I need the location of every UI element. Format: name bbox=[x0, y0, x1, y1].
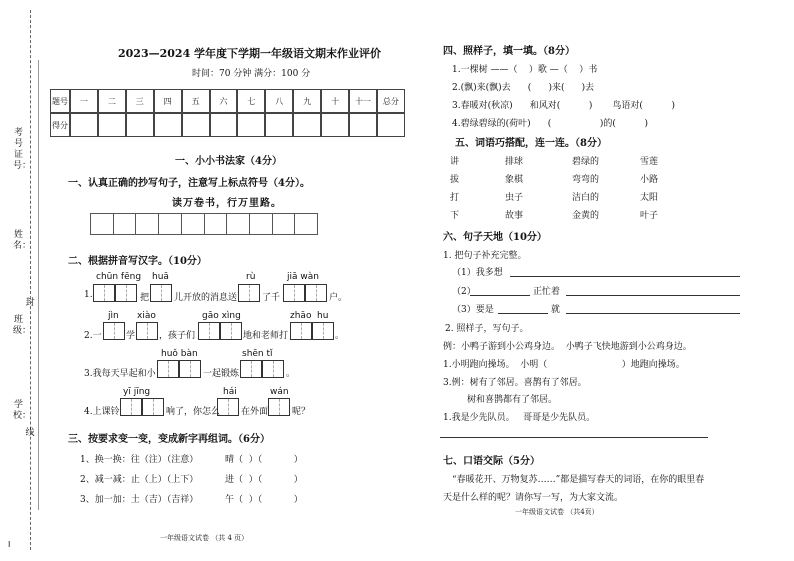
match-word[interactable]: 排球 bbox=[505, 157, 524, 167]
pinyin-jiawan: jiā wàn bbox=[287, 272, 319, 282]
section5-heading: 五、词语巧搭配，连一连。（8分） bbox=[455, 138, 607, 149]
pinyin-ru: rù bbox=[246, 272, 256, 282]
section6-q3: 3.例：树有了邻居。喜鹊有了邻居。 bbox=[443, 378, 587, 388]
fill-3-label: （3）要是 bbox=[452, 305, 494, 315]
section1-heading: 一、小小书法家（4分） bbox=[175, 156, 282, 167]
copy-grid[interactable] bbox=[90, 213, 318, 235]
answer-box[interactable] bbox=[120, 398, 142, 416]
score-table-header-cell: 七 bbox=[237, 89, 265, 113]
line2-text-3: 地和老师打 bbox=[243, 331, 289, 341]
line4-text-2: 在外面 bbox=[241, 407, 269, 417]
score-table-header-row bbox=[50, 89, 405, 113]
fill-3-line-a[interactable] bbox=[498, 313, 548, 314]
section6-example: 例：小鸭子游到小公鸡身边。 小鸭子飞快地游到小公鸡身边。 bbox=[443, 342, 692, 352]
answer-box[interactable] bbox=[103, 322, 125, 340]
score-cell[interactable] bbox=[293, 113, 321, 137]
pinyin-chunfeng: chūn fēng bbox=[96, 272, 142, 282]
copy-grid-cell[interactable] bbox=[227, 214, 250, 234]
line1-text-3: 了千 bbox=[262, 293, 281, 303]
score-cell[interactable] bbox=[321, 113, 349, 137]
line2-text-0: 2.一 bbox=[84, 331, 102, 341]
score-cell[interactable] bbox=[182, 113, 210, 137]
score-cell[interactable] bbox=[98, 113, 126, 137]
name-label: 姓名： bbox=[13, 230, 32, 251]
line3-text-2: 。 bbox=[286, 369, 296, 379]
fill-3-line-b[interactable] bbox=[566, 313, 740, 314]
answer-box[interactable] bbox=[240, 360, 262, 378]
pinyin-hua: huā bbox=[152, 272, 169, 282]
match-word[interactable]: 弯弯的 bbox=[572, 175, 600, 185]
copy-grid-cell[interactable] bbox=[136, 214, 159, 234]
line1-text-4: 户。 bbox=[329, 293, 348, 303]
fill-1-line[interactable] bbox=[510, 276, 740, 277]
match-word[interactable]: 洁白的 bbox=[572, 193, 600, 203]
answer-box[interactable] bbox=[238, 284, 260, 302]
pinyin-shenti: shēn tǐ bbox=[242, 349, 273, 359]
score-cell[interactable] bbox=[126, 113, 154, 137]
section7-heading: 七、口语交际（5分） bbox=[443, 456, 540, 467]
score-cell[interactable] bbox=[377, 113, 405, 137]
score-table-header-cell: 五 bbox=[182, 89, 210, 113]
copy-sentence: 读万卷书，行万里路。 bbox=[172, 198, 282, 209]
section4-line4: 4.碧绿碧绿的(荷叶) ( )的( ) bbox=[452, 119, 649, 129]
copy-grid-cell[interactable] bbox=[295, 214, 317, 234]
section2-heading: 二、根据拼音写汉字。（10分） bbox=[68, 256, 207, 267]
section4-line2: 2.(飘)来(飘)去 ( )来( )去 bbox=[452, 83, 595, 93]
binding-border-left bbox=[38, 60, 39, 510]
line2-text-1: 学 bbox=[126, 331, 136, 341]
section6-q3-example: 树和喜鹊都有了邻居。 bbox=[467, 395, 558, 405]
line4-text-3: 呢？ bbox=[292, 407, 311, 417]
pinyin-jin: jìn bbox=[108, 311, 119, 321]
section6-heading: 六、句子天地（10分） bbox=[443, 232, 547, 243]
class-label: 班级： bbox=[13, 315, 32, 336]
score-cell[interactable] bbox=[237, 113, 265, 137]
line3-text-0: 3.我每天早起和小 bbox=[84, 369, 156, 379]
match-word[interactable]: 打 bbox=[450, 193, 460, 203]
answer-box[interactable] bbox=[262, 360, 284, 378]
line4-text-0: 4.上课铃 bbox=[84, 407, 120, 417]
section3-heading: 三、按要求变一变，变成新字再组词。（6分） bbox=[68, 434, 270, 445]
answer-box[interactable] bbox=[217, 398, 239, 416]
score-table-header-cell: 六 bbox=[210, 89, 238, 113]
score-cell[interactable] bbox=[265, 113, 293, 137]
pinyin-xiao: xiào bbox=[137, 311, 156, 321]
exam-title: 2023—2024 学年度下学期一年级语文期末作业评价 bbox=[118, 47, 382, 60]
answer-box[interactable] bbox=[312, 322, 334, 340]
answer-box[interactable] bbox=[198, 322, 220, 340]
score-cell[interactable] bbox=[154, 113, 182, 137]
seal-char-feng: 封 bbox=[25, 298, 35, 308]
copy-grid-cell[interactable] bbox=[205, 214, 228, 234]
match-word[interactable]: 象棋 bbox=[505, 175, 524, 185]
answer-box[interactable] bbox=[157, 360, 179, 378]
match-word[interactable]: 雪莲 bbox=[640, 157, 659, 167]
copy-grid-cell[interactable] bbox=[159, 214, 182, 234]
answer-box[interactable] bbox=[150, 284, 172, 302]
pinyin-huoban: huǒ bàn bbox=[161, 349, 198, 359]
fill-2-mid: 正忙着 bbox=[533, 287, 561, 297]
copy-grid-cell[interactable] bbox=[250, 214, 273, 234]
score-cell[interactable] bbox=[70, 113, 98, 137]
answer-box[interactable] bbox=[179, 360, 201, 378]
answer-box[interactable] bbox=[283, 284, 305, 302]
match-word[interactable]: 叶子 bbox=[640, 211, 659, 221]
line2-text-4: 。 bbox=[335, 331, 345, 341]
section3-row1-question: 晴（ ）（ ） bbox=[225, 455, 303, 465]
answer-box[interactable] bbox=[93, 284, 115, 302]
binding-line bbox=[30, 10, 31, 550]
pinyin-zhao: zhāo bbox=[290, 311, 312, 321]
match-word[interactable]: 下 bbox=[450, 211, 460, 221]
section3-row1-label: 1、换一换：往（注）（注意） bbox=[80, 455, 199, 465]
score-cell[interactable] bbox=[210, 113, 238, 137]
match-word[interactable]: 拔 bbox=[450, 175, 460, 185]
seal-char-xian: 线 bbox=[25, 428, 35, 438]
line4-text-1: 响了，你怎么 bbox=[166, 407, 221, 417]
copy-grid-cell[interactable] bbox=[114, 214, 137, 234]
line3-text-1: 一起锻炼 bbox=[203, 369, 240, 379]
answer-box[interactable] bbox=[142, 398, 164, 416]
section4-heading: 四、照样子，填一填。（8分） bbox=[443, 46, 575, 57]
section6-example-question: 1.小明跑向操场。 小明（ ）地跑向操场。 bbox=[443, 360, 685, 370]
section4-line1: 1.一棵树 ——（ ）歌 —（ ）书 bbox=[452, 65, 598, 75]
match-word[interactable]: 讲 bbox=[450, 157, 460, 167]
section6-q2: 2. 照样子，写句子。 bbox=[445, 324, 529, 334]
pinyin-hai: hái bbox=[223, 387, 237, 397]
score-table-header-cell: 十 bbox=[321, 89, 349, 113]
score-table bbox=[50, 89, 405, 137]
exam-number-label: 考号证号： bbox=[13, 128, 32, 171]
match-word[interactable]: 金黄的 bbox=[572, 211, 600, 221]
score-table-header-cell: 总分 bbox=[377, 89, 405, 113]
answer-box[interactable] bbox=[136, 322, 158, 340]
line1-text-1: 把 bbox=[140, 293, 150, 303]
section7-text1: “春暖花开、万物复苏……”都是描写春天的词语，在你的眼里春 bbox=[452, 475, 705, 485]
left-footer: 一年级语文试卷 （共 4 页） bbox=[160, 534, 249, 542]
section3-row3-question: 午（ ）（ ） bbox=[225, 495, 303, 505]
pinyin-wan: wán bbox=[270, 387, 289, 397]
score-table-header-cell: 二 bbox=[98, 89, 126, 113]
section7-text2: 天是什么样的呢？请你写一写，为大家文流。 bbox=[443, 493, 624, 503]
score-table-header-cell: 八 bbox=[265, 89, 293, 113]
score-table-header-cell: 三 bbox=[126, 89, 154, 113]
section6-q1: 1. 把句子补充完整。 bbox=[443, 251, 527, 261]
score-table-header-cell: 一 bbox=[70, 89, 98, 113]
answer-box[interactable] bbox=[305, 284, 327, 302]
score-table-score-label: 得分 bbox=[50, 113, 70, 137]
fill-2-line-a[interactable] bbox=[470, 295, 530, 296]
score-table-header-cell: 四 bbox=[154, 89, 182, 113]
line1-text-2: 儿开放的消息送 bbox=[174, 293, 238, 303]
section1-question: 一、认真正确的抄写句子，注意写上标点符号（4分）。 bbox=[68, 178, 310, 189]
match-word[interactable]: 碧绿的 bbox=[572, 157, 600, 167]
copy-grid-cell[interactable] bbox=[91, 214, 114, 234]
match-word[interactable]: 小路 bbox=[640, 175, 659, 185]
match-word[interactable]: 故事 bbox=[505, 211, 524, 221]
copy-grid-cell[interactable] bbox=[182, 214, 205, 234]
fill-3-mid: 就 bbox=[551, 305, 561, 315]
line2-text-2: ，孩子们 bbox=[159, 331, 196, 341]
match-word[interactable]: 太阳 bbox=[640, 193, 659, 203]
section3-row2-label: 2、减一减：止（上）（上下） bbox=[80, 475, 199, 485]
match-word[interactable]: 虫子 bbox=[505, 193, 524, 203]
pinyin-hu: hu bbox=[317, 311, 329, 321]
answer-box[interactable] bbox=[290, 322, 312, 340]
line1-text-0: 1. bbox=[84, 290, 93, 300]
pinyin-yijing: yī jīng bbox=[123, 387, 151, 397]
school-label: 学校： bbox=[13, 400, 32, 421]
answer-box[interactable] bbox=[268, 398, 290, 416]
right-footer: 一年级语文试卷 （共4页） bbox=[515, 508, 599, 516]
section3-row2-question: 进（ ）（ ） bbox=[225, 475, 303, 485]
fill-1-label: （1）我多想 bbox=[452, 268, 503, 278]
answer-box[interactable] bbox=[220, 322, 242, 340]
fill-2-label: （2） bbox=[452, 287, 476, 297]
section4-line3: 3.春暖对(秋凉) 和风对( ) 鸟语对( ) bbox=[452, 101, 676, 111]
pinyin-gaoxing: gāo xìng bbox=[202, 311, 241, 321]
answer-box[interactable] bbox=[115, 284, 137, 302]
section6-q3-question: 1.我是少先队员。 哥哥是少先队员。 bbox=[443, 413, 596, 423]
answer-line[interactable] bbox=[440, 437, 708, 438]
score-cell[interactable] bbox=[349, 113, 377, 137]
score-table-header-label: 题号 bbox=[50, 89, 70, 113]
fill-2-line-b[interactable] bbox=[566, 295, 740, 296]
edge-mark: I bbox=[8, 540, 11, 549]
score-table-header-cell: 十一 bbox=[349, 89, 377, 113]
score-table-score-row bbox=[50, 113, 405, 137]
copy-grid-cell[interactable] bbox=[273, 214, 296, 234]
section3-row3-label: 3、加一加：土（吉）（吉祥） bbox=[80, 495, 199, 505]
exam-subtitle: 时间：70 分钟 满分：100 分 bbox=[192, 69, 311, 79]
score-table-header-cell: 九 bbox=[293, 89, 321, 113]
